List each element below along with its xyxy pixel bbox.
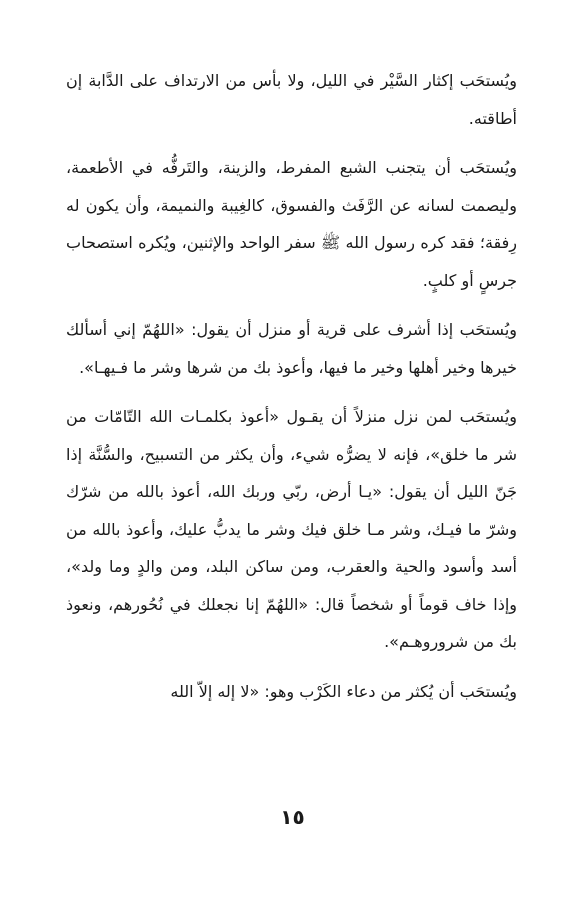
paragraph-lodging-supplication: ويُستحَب لمن نزل منزلاً أن يقـول «أعوذ بكلمـات الله التّامّات من شر ما خلق»، فإنه لا يضرُّه شيء، وأن يكثر من التسبيح، والسُّنَّة إذا جَنّ الليل أن يقول: «يـا أرض، ربّي وربك الله، أعوذ بالله من شرّك وشرّ ما فيـك، وشر مـا خلق فيك وشر ما يدبُّ عليك، وأعوذ بالله من أسد وأسود والحية والعقرب، ومن ساكن البلد، ومن والدٍ وما ولد»، وإذا خاف قوماً أو شخصاً قال: «اللهُمّ إنا نجعلك في نُحُورهم، ونعوذ بك من شروروهـم». xyxy=(66,407,517,651)
page-body xyxy=(0,62,585,899)
paragraph-night-travel: ويُستحَب إكثار السَّيْر في الليل، ولا بأس من الارتداف على الدَّابة إن أطاقته. xyxy=(66,71,517,128)
paragraph-distress-supplication: ويُستحَب أن يُكثر من دعاء الكَرْب وهو: «لا إله إلاّ الله xyxy=(170,681,517,701)
page-number: ١٥ xyxy=(280,805,305,829)
paragraph-village-supplication: ويُستحَب إذا أشرف على قرية أو منزل أن يقول: «اللهُمّ إني أسألك خيرها وخير أهلها وخير ما فيها، وأعوذ بك من شرها وشر ما فـيهـا». xyxy=(66,320,517,377)
paragraph-travel-etiquette: ويُستحَب أن يتجنب الشبع المفرط، والزينة، والتَرفُّه في الأطعمة، وليصمت لسانه عن الرَّفَث والفسوق، كالغِيبة والنميمة، وأن يكون له رِفقة؛ فقد كره رسول الله ﷺ سفر الواحد والإثنين، ويُكره استصحاب جرسٍ أو كلبٍ. xyxy=(66,158,517,290)
